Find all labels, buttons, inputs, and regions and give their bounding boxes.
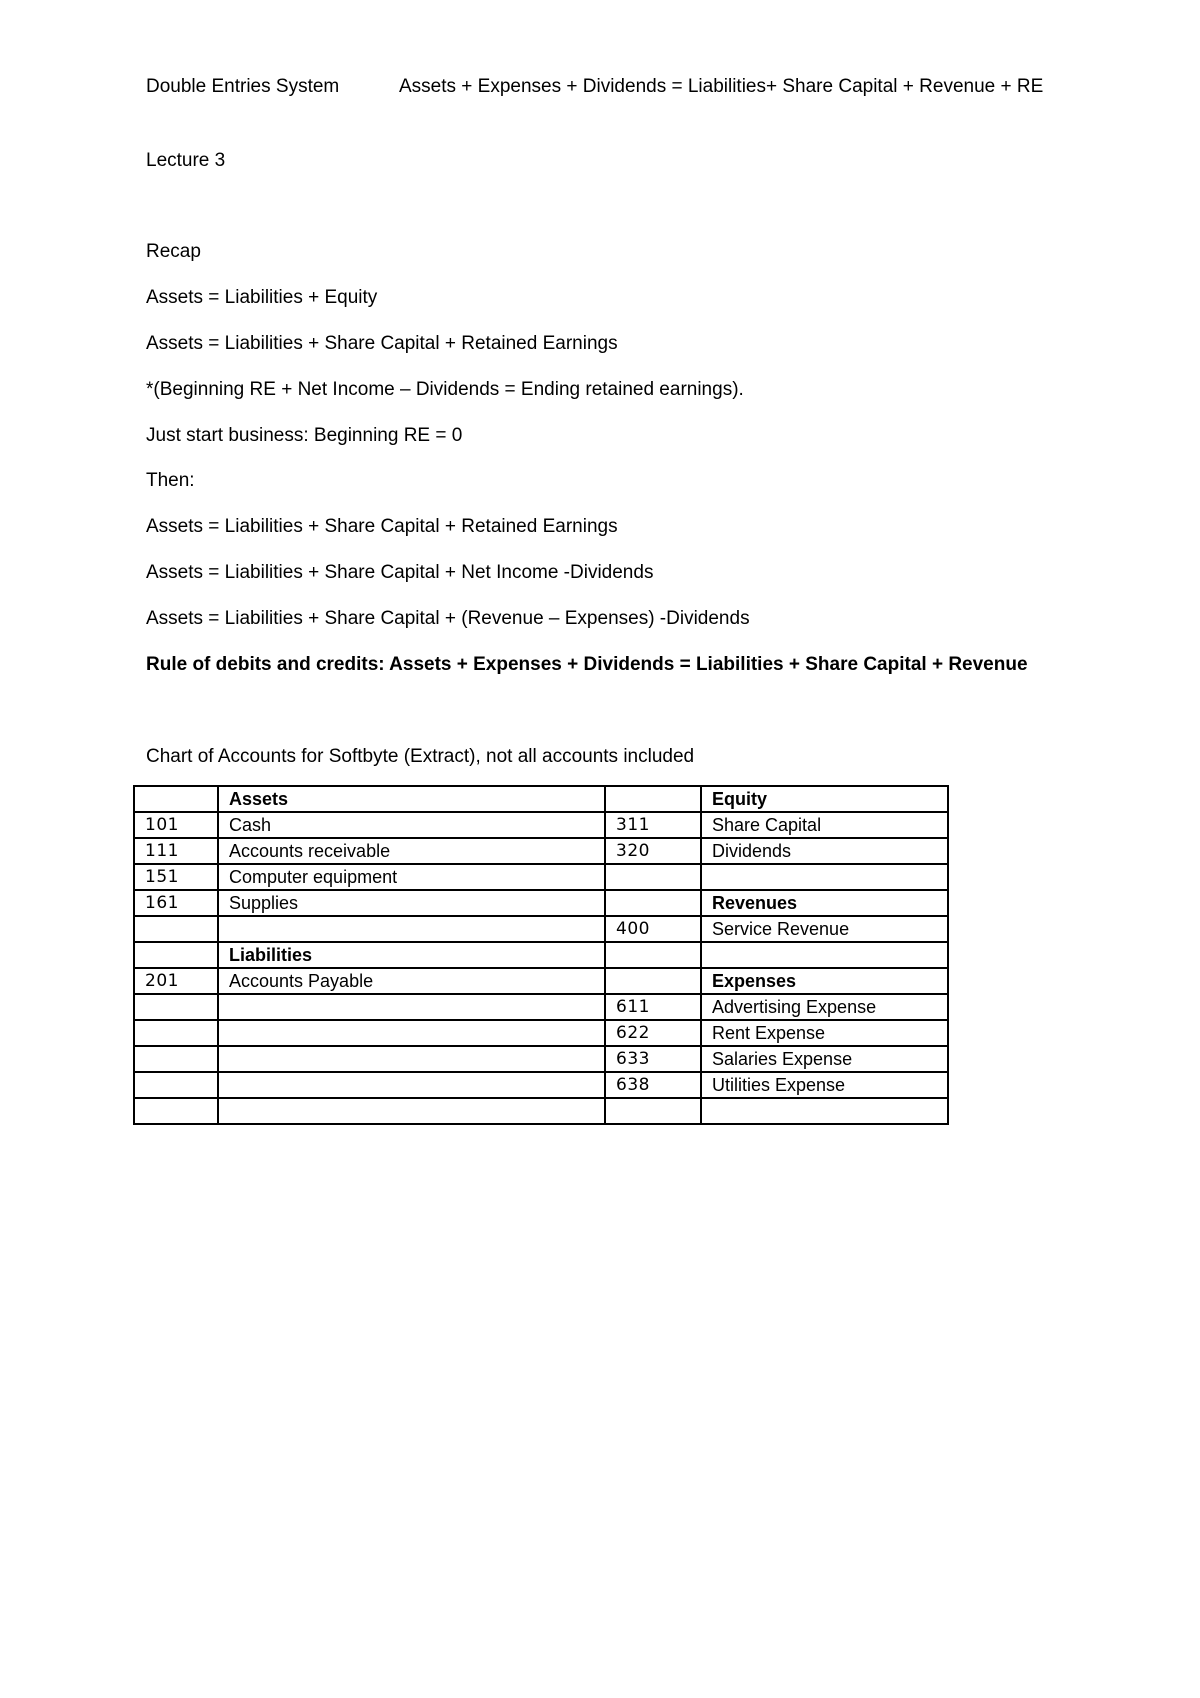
- account-number-cell: 400: [605, 916, 701, 942]
- account-name-cell: [701, 864, 948, 890]
- account-number-cell: [134, 1020, 218, 1046]
- account-name-cell: [218, 1020, 605, 1046]
- account-name-cell: Accounts Payable: [218, 968, 605, 994]
- account-name-cell: Cash: [218, 812, 605, 838]
- account-number-cell: 201: [134, 968, 218, 994]
- document-title: Double Entries System: [146, 76, 340, 97]
- account-number-cell: [605, 1098, 701, 1124]
- account-number-cell: [605, 890, 701, 916]
- account-number-cell: [605, 786, 701, 812]
- table-row: [134, 838, 948, 864]
- chart-of-accounts-body: [134, 786, 948, 1124]
- header-equation: Assets + Expenses + Dividends = Liabilities+ Share Capital + Revenue + RE: [399, 76, 1044, 97]
- account-name-cell: [218, 994, 605, 1020]
- account-number-cell: [134, 1072, 218, 1098]
- table-row: [134, 1098, 948, 1124]
- table-row: [134, 1020, 948, 1046]
- account-name-cell: Advertising Expense: [701, 994, 948, 1020]
- recap-line-4: Just start business: Beginning RE = 0: [146, 425, 463, 446]
- account-name-cell: [701, 1098, 948, 1124]
- lecture-label: Lecture 3: [146, 150, 226, 171]
- account-name-cell: Share Capital: [701, 812, 948, 838]
- account-name-cell: [218, 1046, 605, 1072]
- recap-line-1: Assets = Liabilities + Equity: [146, 287, 378, 308]
- table-row: [134, 942, 948, 968]
- account-number-cell: 611: [605, 994, 701, 1020]
- account-name-cell: [701, 942, 948, 968]
- table-row: [134, 994, 948, 1020]
- account-number-cell: [605, 864, 701, 890]
- account-number-cell: [605, 968, 701, 994]
- recap-heading: Recap: [146, 241, 201, 262]
- account-number-cell: 101: [134, 812, 218, 838]
- account-number-cell: [134, 994, 218, 1020]
- account-name-cell: Assets: [218, 786, 605, 812]
- debit-credit-rule: Rule of debits and credits: Assets + Expenses + Dividends = Liabilities + Share Capital + Revenue: [146, 654, 1028, 675]
- chart-of-accounts-caption: Chart of Accounts for Softbyte (Extract), not all accounts included: [146, 746, 695, 767]
- account-name-cell: Accounts receivable: [218, 838, 605, 864]
- account-number-cell: [134, 786, 218, 812]
- account-name-cell: Utilities Expense: [701, 1072, 948, 1098]
- table-row: [134, 786, 948, 812]
- account-number-cell: [134, 916, 218, 942]
- recap-line-2: Assets = Liabilities + Share Capital + Retained Earnings: [146, 333, 618, 354]
- account-name-cell: Rent Expense: [701, 1020, 948, 1046]
- table-row: [134, 890, 948, 916]
- account-number-cell: 111: [134, 838, 218, 864]
- account-name-cell: Computer equipment: [218, 864, 605, 890]
- account-number-cell: 151: [134, 864, 218, 890]
- account-name-cell: [218, 1072, 605, 1098]
- account-name-cell: [218, 916, 605, 942]
- account-name-cell: Revenues: [701, 890, 948, 916]
- account-name-cell: Equity: [701, 786, 948, 812]
- table-row: [134, 1072, 948, 1098]
- recap-line-6: Assets = Liabilities + Share Capital + Retained Earnings: [146, 516, 618, 537]
- account-number-cell: 311: [605, 812, 701, 838]
- account-number-cell: 622: [605, 1020, 701, 1046]
- account-name-cell: [218, 1098, 605, 1124]
- recap-line-3: *(Beginning RE + Net Income – Dividends = Ending retained earnings).: [146, 379, 744, 400]
- table-row: [134, 864, 948, 890]
- account-name-cell: Salaries Expense: [701, 1046, 948, 1072]
- recap-line-8: Assets = Liabilities + Share Capital + (Revenue – Expenses) -Dividends: [146, 608, 750, 629]
- account-name-cell: Supplies: [218, 890, 605, 916]
- account-name-cell: Expenses: [701, 968, 948, 994]
- account-name-cell: Service Revenue: [701, 916, 948, 942]
- recap-line-7: Assets = Liabilities + Share Capital + Net Income -Dividends: [146, 562, 654, 583]
- table-row: [134, 1046, 948, 1072]
- account-number-cell: [134, 1046, 218, 1072]
- table-row: [134, 968, 948, 994]
- account-number-cell: 638: [605, 1072, 701, 1098]
- account-number-cell: [605, 942, 701, 968]
- account-name-cell: Liabilities: [218, 942, 605, 968]
- table-row: [134, 916, 948, 942]
- account-number-cell: 320: [605, 838, 701, 864]
- account-name-cell: Dividends: [701, 838, 948, 864]
- account-number-cell: 161: [134, 890, 218, 916]
- chart-of-accounts-table: [133, 785, 949, 1125]
- recap-line-5: Then:: [146, 470, 195, 491]
- account-number-cell: 633: [605, 1046, 701, 1072]
- table-row: [134, 812, 948, 838]
- account-number-cell: [134, 942, 218, 968]
- account-number-cell: [134, 1098, 218, 1124]
